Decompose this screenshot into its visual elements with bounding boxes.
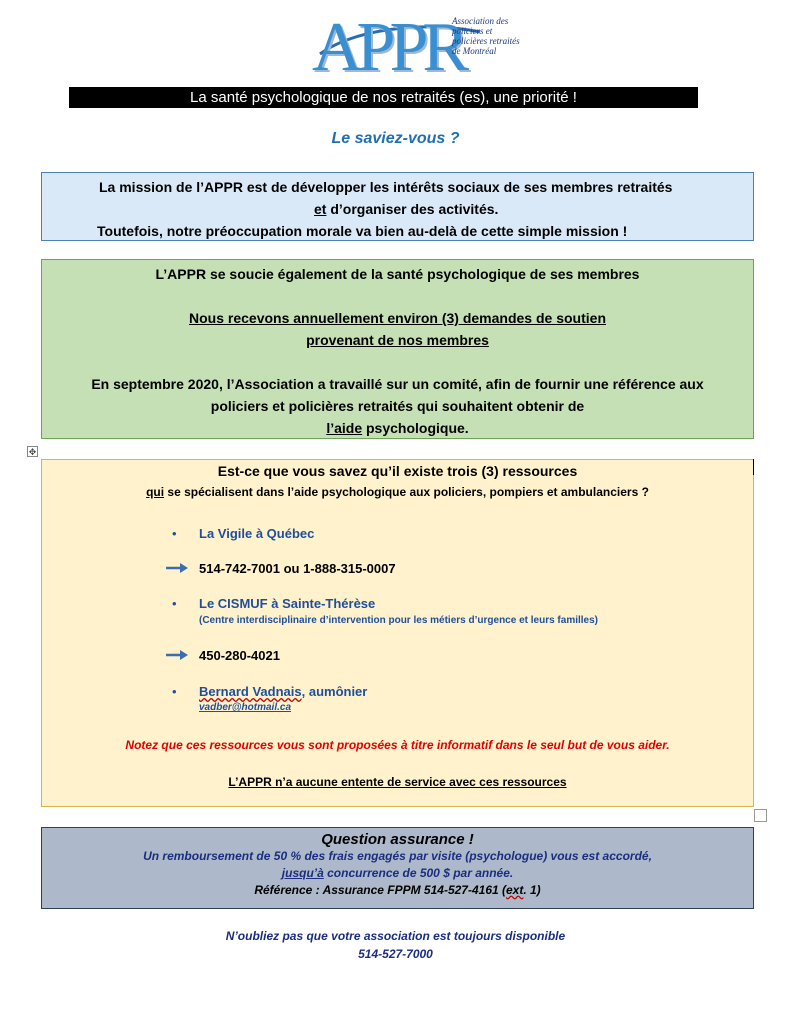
mission-underlined-word: et (314, 201, 327, 217)
care-line-5: policiers et policières retraités qui souhaitent obtenir de (210, 398, 585, 414)
resource-phone-cismuf: 450-280-4021 (199, 648, 280, 663)
mission-line-2-rest: d’organiser des activités. (326, 201, 499, 217)
arrow-right-icon (166, 650, 188, 660)
care-line-3: provenant de nos membres (306, 332, 489, 348)
page-heading: Le saviez-vous ? (331, 130, 460, 147)
insurance-underlined-word: jusqu’à (281, 866, 324, 880)
insurance-line-2 (42, 865, 753, 882)
resources-subtitle (42, 485, 753, 499)
insurance-reference (42, 882, 753, 899)
resources-subtitle-rest: se spécialisent dans l’aide psychologique aux policiers, pompiers et ambulanciers ? (164, 485, 649, 499)
insurance-reference-post: . 1) (523, 883, 541, 897)
resize-handle-icon[interactable] (754, 809, 767, 822)
psychological-care-box (41, 259, 754, 439)
resource-role-vadnais: , aumônier (301, 684, 368, 699)
title-banner: La santé psychologique de nos retraités (es), une priorité ! (69, 87, 698, 108)
care-line-6-rest: psychologique. (362, 420, 469, 436)
bullet-icon: • (172, 684, 177, 699)
resource-name-vadnais: Bernard Vadnais (199, 684, 302, 699)
resources-note: Notez que ces ressources vous sont proposées à titre informatif dans le seul but de vous aider. (125, 738, 670, 752)
resource-item-cismuf-desc: (Centre interdisciplinaire d’intervention pour les métiers d’urgence et leurs familles) (199, 615, 598, 626)
insurance-reference-ext: ext (506, 883, 524, 897)
care-line-1: L’APPR se soucie également de la santé psychologique de ses membres (155, 266, 640, 282)
mission-line-1: La mission de l’APPR est de développer les intérêts sociaux de ses membres retraités (99, 179, 673, 195)
resource-item-vadnais (199, 684, 367, 699)
resources-title: Est-ce que vous savez qu’il existe trois (3) ressources (217, 463, 578, 479)
resources-disclaimer: L’APPR n’a aucune entente de service avec ces ressources (228, 775, 567, 789)
resource-email-link[interactable]: vadber@hotmail.ca (199, 702, 292, 713)
footer-availability: N’oubliez pas que votre association est toujours disponible (225, 929, 566, 943)
arrow-right-icon (166, 563, 188, 573)
resource-item-cismuf: Le CISMUF à Sainte-Thérèse (199, 596, 376, 611)
insurance-title: Question assurance ! (321, 831, 474, 848)
insurance-line-2-rest: concurrence de 500 $ par année. (323, 866, 514, 880)
bullet-icon: • (172, 526, 177, 541)
resource-item-vigile: La Vigile à Québec (199, 526, 315, 541)
mission-box (41, 172, 754, 241)
insurance-line-1: Un remboursement de 50 % des frais engagés par visite (psychologue) vous est accordé, (143, 849, 652, 863)
care-line-2: Nous recevons annuellement environ (3) demandes de soutien (189, 310, 606, 326)
footer-phone: 514-527-7000 (358, 947, 433, 961)
logo-org-name: Association des policiers et policières retraités de Montréal (452, 16, 520, 56)
mission-line-3: Toutefois, notre préoccupation morale va bien au-delà de cette simple mission ! (97, 223, 628, 239)
appr-logo (312, 9, 520, 86)
resources-subtitle-underlined: qui (146, 485, 165, 499)
insurance-reference-pre: Référence : Assurance FPPM 514-527-4161 ( (254, 883, 506, 897)
resource-phone-vigile: 514-742-7001 ou 1-888-315-0007 (199, 561, 396, 576)
table-border-mark (753, 459, 754, 475)
care-underlined-word: l’aide (326, 420, 363, 436)
care-line-4: En septembre 2020, l’Association a travaillé sur un comité, afin de fournir une référence aux (91, 376, 704, 392)
bullet-icon: • (172, 596, 177, 611)
mission-line-2 (42, 198, 753, 220)
logo-letters: APPR (312, 9, 464, 86)
insurance-box (41, 827, 754, 909)
move-handle-icon[interactable]: ✥ (28, 447, 37, 457)
care-line-6 (42, 417, 753, 439)
resources-box (41, 459, 754, 807)
